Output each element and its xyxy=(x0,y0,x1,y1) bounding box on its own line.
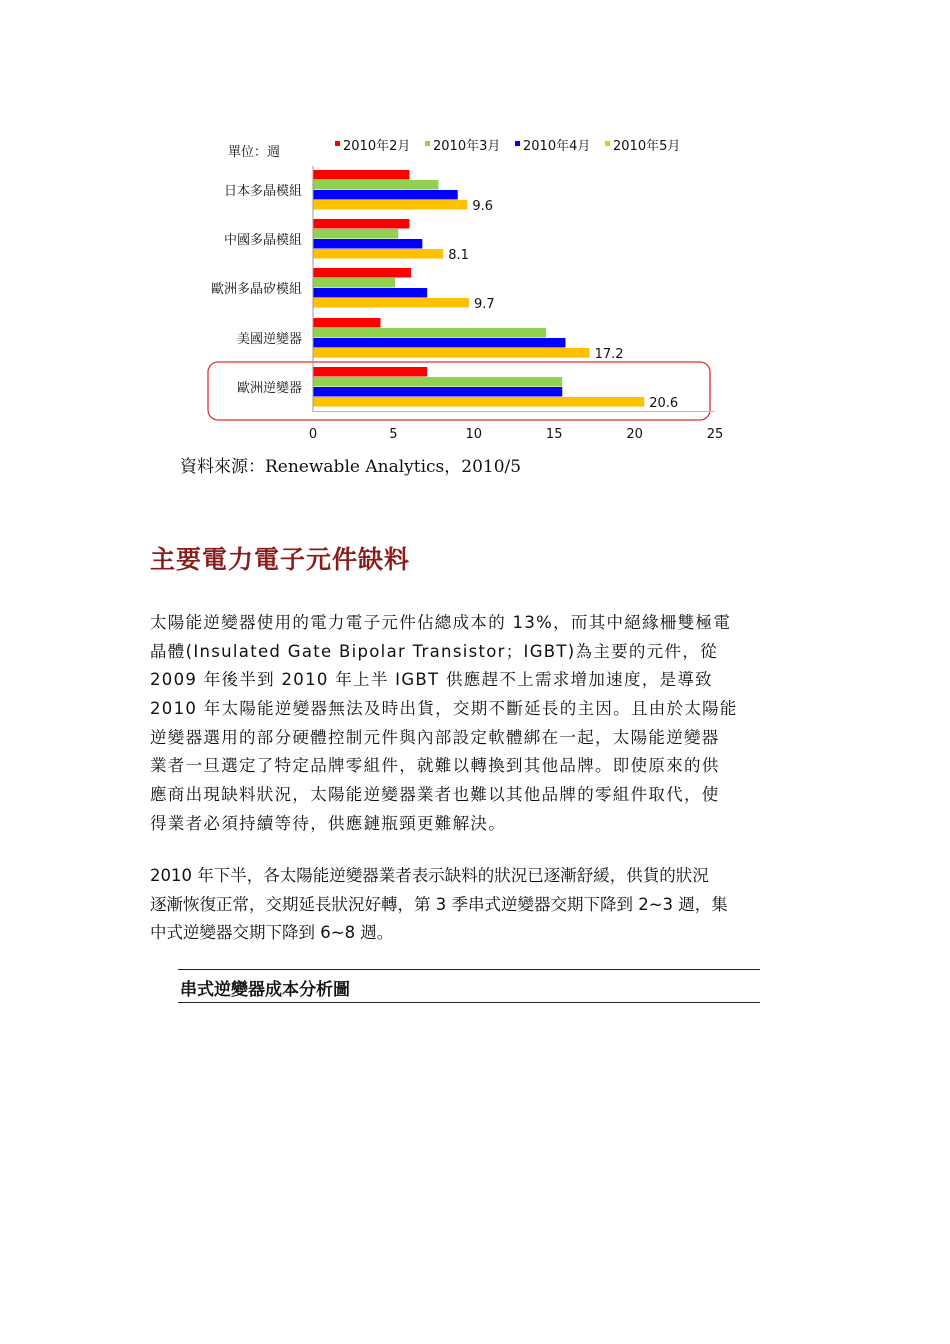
bar xyxy=(313,387,562,397)
data-label: 8.1 xyxy=(448,248,469,263)
category-label: 歐洲逆變器 xyxy=(236,381,302,396)
unit-label: 單位：週 xyxy=(228,145,281,160)
bar xyxy=(313,377,562,387)
caption-text: 串式逆變器成本分析圖 xyxy=(180,980,350,1000)
category-label: 日本多晶模組 xyxy=(223,184,302,199)
text-line: 2010 年下半，各太陽能逆變器業者表示缺料的狀況已逐漸舒緩，供貨的狀況 xyxy=(150,866,709,885)
legend-swatch xyxy=(515,141,520,146)
legend-label: 2010年5月 xyxy=(613,139,681,154)
text-line: 2009 年後半到 2010 年上半 IGBT 供應趕不上需求增加速度，是導致 xyxy=(150,670,713,690)
legend-label: 2010年4月 xyxy=(523,139,591,154)
text-line: 2010 年太陽能逆變器無法及時出貨，交期不斷延長的主因。且由於太陽能 xyxy=(150,699,738,719)
chart-source: 資料來源：Renewable Analytics，2010/5 xyxy=(180,457,522,477)
legend-label: 2010年3月 xyxy=(433,139,501,154)
x-tick-label: 0 xyxy=(308,427,318,442)
bar xyxy=(313,338,565,348)
bar xyxy=(313,190,458,200)
legend-swatch xyxy=(425,141,430,146)
bar xyxy=(313,229,398,239)
bar xyxy=(313,298,469,308)
category-label: 歐洲多晶矽模組 xyxy=(210,282,302,297)
legend-swatch xyxy=(605,141,610,146)
category-label: 美國逆變器 xyxy=(236,332,302,347)
text-line: 晶體(Insulated Gate Bipolar Transistor；IGBT)為主要的元件，從 xyxy=(150,641,718,661)
paragraph-1 xyxy=(150,609,790,839)
bar xyxy=(313,348,590,358)
bar xyxy=(313,367,427,377)
data-label: 9.6 xyxy=(472,199,494,214)
x-tick-label: 10 xyxy=(465,427,483,442)
bar xyxy=(313,249,443,259)
text-line: 得業者必須持續等待，供應鏈瓶頸更難解決。 xyxy=(150,813,506,833)
bar xyxy=(313,170,409,180)
bar xyxy=(313,397,644,407)
lead-time-bar-chart xyxy=(0,0,950,450)
bar xyxy=(313,180,438,190)
bar xyxy=(313,200,467,210)
text-line: 太陽能逆變器使用的電力電子元件佔總成本的 13%，而其中絕緣柵雙極電 xyxy=(150,613,732,632)
text-line: 逐漸恢復正常，交期延長狀況好轉，第 3 季串式逆變器交期下降到 2~3 週，集 xyxy=(150,894,728,914)
x-tick-label: 15 xyxy=(545,427,563,442)
bar xyxy=(313,288,427,298)
data-label: 9.7 xyxy=(473,297,495,312)
bar xyxy=(313,239,422,249)
bar xyxy=(313,219,409,229)
figure-caption xyxy=(178,969,760,1003)
bar xyxy=(313,318,381,328)
text-line: 業者一旦選定了特定品牌零組件，就難以轉換到其他品牌。即使原來的供 xyxy=(150,756,720,776)
section-heading: 主要電力電子元件缺料 xyxy=(150,545,411,574)
bar xyxy=(313,278,395,288)
data-label: 20.6 xyxy=(649,396,679,411)
x-tick-label: 5 xyxy=(389,427,398,442)
text-line: 中式逆變器交期下降到 6~8 週。 xyxy=(150,923,394,943)
bar xyxy=(313,328,546,338)
category-label: 中國多晶模組 xyxy=(223,233,302,248)
text-line: 逆變器選用的部分硬體控制元件與內部設定軟體綁在一起，太陽能逆變器 xyxy=(150,727,720,747)
paragraph-2 xyxy=(150,862,790,948)
legend-swatch xyxy=(335,141,340,146)
x-tick-label: 25 xyxy=(706,427,724,442)
data-label: 17.2 xyxy=(594,347,624,362)
bar xyxy=(313,268,411,278)
x-tick-label: 20 xyxy=(626,427,643,442)
text-line: 應商出現缺料狀況，太陽能逆變器業者也難以其他品牌的零組件取代，使 xyxy=(150,785,720,805)
legend-label: 2010年2月 xyxy=(343,139,411,154)
